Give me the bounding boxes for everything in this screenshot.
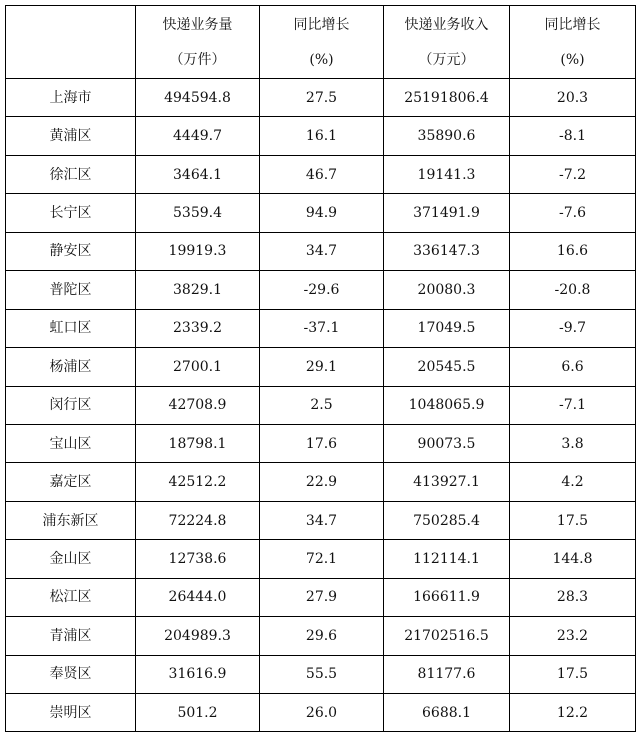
volume-growth-cell: -37.1 bbox=[260, 309, 384, 347]
table-row bbox=[6, 271, 636, 309]
revenue-cell: 20545.5 bbox=[384, 348, 510, 386]
header-revenue-growth-title: 同比增长 bbox=[544, 16, 601, 33]
volume-growth-cell: 22.9 bbox=[260, 463, 384, 501]
volume-cell: 204989.3 bbox=[136, 617, 260, 655]
table-row bbox=[6, 501, 636, 539]
revenue-growth-cell: -9.7 bbox=[510, 309, 636, 347]
revenue-cell: 20080.3 bbox=[384, 271, 510, 309]
revenue-growth-cell: 12.2 bbox=[510, 694, 636, 732]
revenue-cell: 81177.6 bbox=[384, 655, 510, 693]
header-revenue-title: 快递业务收入 bbox=[404, 16, 489, 33]
revenue-cell: 112114.1 bbox=[384, 540, 510, 578]
volume-cell: 19919.3 bbox=[136, 232, 260, 270]
volume-cell: 12738.6 bbox=[136, 540, 260, 578]
district-cell: 金山区 bbox=[6, 540, 136, 578]
volume-growth-cell: 46.7 bbox=[260, 155, 384, 193]
table-row bbox=[6, 386, 636, 424]
table-row bbox=[6, 155, 636, 193]
volume-cell: 72224.8 bbox=[136, 501, 260, 539]
volume-growth-cell: -29.6 bbox=[260, 271, 384, 309]
volume-cell: 42708.9 bbox=[136, 386, 260, 424]
revenue-growth-cell: -7.2 bbox=[510, 155, 636, 193]
header-corner-cell bbox=[6, 6, 136, 79]
district-cell: 闵行区 bbox=[6, 386, 136, 424]
revenue-growth-cell: -20.8 bbox=[510, 271, 636, 309]
volume-cell: 3829.1 bbox=[136, 271, 260, 309]
header-revenue-unit: （万元） bbox=[418, 51, 475, 68]
volume-growth-cell: 16.1 bbox=[260, 117, 384, 155]
district-cell: 青浦区 bbox=[6, 617, 136, 655]
revenue-growth-cell: -7.1 bbox=[510, 386, 636, 424]
revenue-growth-cell: -7.6 bbox=[510, 194, 636, 232]
header-revenue-growth-unit: (%) bbox=[560, 51, 585, 68]
volume-growth-cell: 27.5 bbox=[260, 79, 384, 117]
district-cell: 静安区 bbox=[6, 232, 136, 270]
volume-growth-cell: 55.5 bbox=[260, 655, 384, 693]
volume-cell: 42512.2 bbox=[136, 463, 260, 501]
revenue-growth-cell: 17.5 bbox=[510, 655, 636, 693]
table-row bbox=[6, 694, 636, 732]
table-header-row bbox=[6, 6, 636, 79]
header-volume-growth-unit: (%) bbox=[309, 51, 334, 68]
revenue-cell: 336147.3 bbox=[384, 232, 510, 270]
district-cell: 虹口区 bbox=[6, 309, 136, 347]
revenue-cell: 166611.9 bbox=[384, 578, 510, 616]
revenue-cell: 413927.1 bbox=[384, 463, 510, 501]
district-cell: 松江区 bbox=[6, 578, 136, 616]
volume-growth-cell: 27.9 bbox=[260, 578, 384, 616]
volume-cell: 494594.8 bbox=[136, 79, 260, 117]
district-cell: 嘉定区 bbox=[6, 463, 136, 501]
table-row bbox=[6, 578, 636, 616]
revenue-growth-cell: 144.8 bbox=[510, 540, 636, 578]
revenue-growth-cell: 17.5 bbox=[510, 501, 636, 539]
district-cell: 宝山区 bbox=[6, 424, 136, 462]
volume-growth-cell: 26.0 bbox=[260, 694, 384, 732]
volume-cell: 3464.1 bbox=[136, 155, 260, 193]
table-row bbox=[6, 463, 636, 501]
revenue-growth-cell: -8.1 bbox=[510, 117, 636, 155]
table-row bbox=[6, 655, 636, 693]
header-revenue bbox=[384, 6, 510, 79]
district-cell: 长宁区 bbox=[6, 194, 136, 232]
header-volume-growth bbox=[260, 6, 384, 79]
header-volume bbox=[136, 6, 260, 79]
header-volume-unit: （万件） bbox=[169, 51, 226, 68]
table-row bbox=[6, 309, 636, 347]
volume-growth-cell: 17.6 bbox=[260, 424, 384, 462]
district-cell: 浦东新区 bbox=[6, 501, 136, 539]
district-cell: 黄浦区 bbox=[6, 117, 136, 155]
volume-cell: 2700.1 bbox=[136, 348, 260, 386]
revenue-growth-cell: 20.3 bbox=[510, 79, 636, 117]
volume-cell: 5359.4 bbox=[136, 194, 260, 232]
revenue-cell: 1048065.9 bbox=[384, 386, 510, 424]
table-body bbox=[6, 79, 636, 732]
table-row bbox=[6, 424, 636, 462]
revenue-cell: 25191806.4 bbox=[384, 79, 510, 117]
table-row bbox=[6, 117, 636, 155]
revenue-cell: 19141.3 bbox=[384, 155, 510, 193]
volume-growth-cell: 29.6 bbox=[260, 617, 384, 655]
revenue-cell: 17049.5 bbox=[384, 309, 510, 347]
volume-growth-cell: 29.1 bbox=[260, 348, 384, 386]
table-row bbox=[6, 232, 636, 270]
revenue-growth-cell: 23.2 bbox=[510, 617, 636, 655]
express-statistics-table bbox=[5, 5, 636, 732]
volume-cell: 26444.0 bbox=[136, 578, 260, 616]
revenue-cell: 750285.4 bbox=[384, 501, 510, 539]
revenue-cell: 35890.6 bbox=[384, 117, 510, 155]
table-row bbox=[6, 348, 636, 386]
revenue-cell: 6688.1 bbox=[384, 694, 510, 732]
district-cell: 奉贤区 bbox=[6, 655, 136, 693]
header-volume-title: 快递业务量 bbox=[162, 16, 233, 33]
district-cell: 上海市 bbox=[6, 79, 136, 117]
table-row bbox=[6, 540, 636, 578]
volume-growth-cell: 72.1 bbox=[260, 540, 384, 578]
volume-cell: 501.2 bbox=[136, 694, 260, 732]
revenue-growth-cell: 4.2 bbox=[510, 463, 636, 501]
volume-cell: 4449.7 bbox=[136, 117, 260, 155]
revenue-growth-cell: 6.6 bbox=[510, 348, 636, 386]
volume-growth-cell: 34.7 bbox=[260, 232, 384, 270]
district-cell: 崇明区 bbox=[6, 694, 136, 732]
revenue-growth-cell: 16.6 bbox=[510, 232, 636, 270]
revenue-cell: 90073.5 bbox=[384, 424, 510, 462]
district-cell: 普陀区 bbox=[6, 271, 136, 309]
volume-cell: 18798.1 bbox=[136, 424, 260, 462]
table-row bbox=[6, 194, 636, 232]
volume-cell: 2339.2 bbox=[136, 309, 260, 347]
table-row bbox=[6, 79, 636, 117]
revenue-cell: 371491.9 bbox=[384, 194, 510, 232]
district-cell: 杨浦区 bbox=[6, 348, 136, 386]
revenue-growth-cell: 28.3 bbox=[510, 578, 636, 616]
header-volume-growth-title: 同比增长 bbox=[293, 16, 350, 33]
district-cell: 徐汇区 bbox=[6, 155, 136, 193]
volume-growth-cell: 2.5 bbox=[260, 386, 384, 424]
volume-growth-cell: 94.9 bbox=[260, 194, 384, 232]
volume-growth-cell: 34.7 bbox=[260, 501, 384, 539]
header-revenue-growth bbox=[510, 6, 636, 79]
revenue-growth-cell: 3.8 bbox=[510, 424, 636, 462]
table-row bbox=[6, 617, 636, 655]
volume-cell: 31616.9 bbox=[136, 655, 260, 693]
revenue-cell: 21702516.5 bbox=[384, 617, 510, 655]
